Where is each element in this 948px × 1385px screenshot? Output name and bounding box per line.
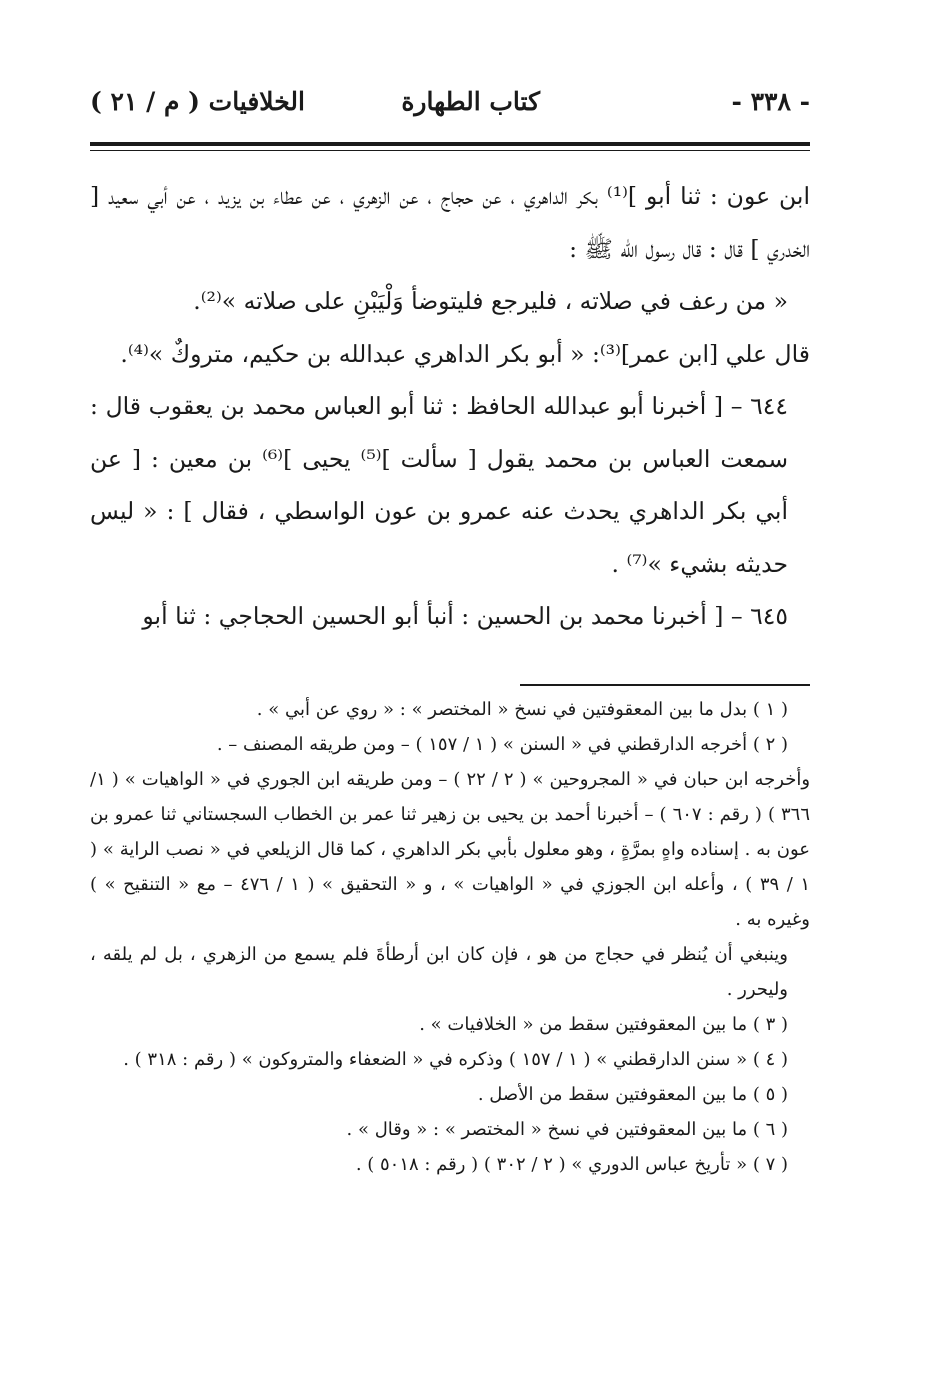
footnote: ( ٥ ) ما بين المعقوفتين سقط من الأصل . <box>477 1084 788 1105</box>
footnote: ( ٦ ) ما بين المعقوفتين في نسخ « المختصر » : « وقال » . <box>346 1119 788 1140</box>
page-number: - ٣٣٨ - <box>731 87 810 116</box>
footnote: ( ٤ ) « سنن الدارقطني » ( ١ / ١٥٧ ) وذكره في « الضعفاء والمتروكون » ( رقم : ٣١٨ ) . <box>123 1049 788 1070</box>
body-paragraph: ٦٤٥ – [ أخبرنا محمد بن الحسين : أنبأ أبو الحسين الحجاجي : ثنا أبو <box>142 602 788 630</box>
header-rule-thin <box>90 150 810 151</box>
body-paragraph: « من رعف في صلاته ، فليرجع فليتوضأ وَلْيَبْنِ على صلاته »⁽²⁾. <box>193 287 788 315</box>
main-text <box>90 170 810 643</box>
body-paragraph: قال علي [ابن عمر]⁽³⁾: « أبو بكر الداهري عبدالله بن حكيم، متروكٌ »⁽⁴⁾. <box>120 339 810 368</box>
footnote: ( ٢ ) أخرجه الدارقطني في « السنن » ( ١ / ١٥٧ ) – ومن طريقه المصنف – . <box>216 734 788 755</box>
book-title: كتاب الطهارة <box>401 87 540 116</box>
footnote-separator <box>520 684 810 686</box>
footnote: ( ٧ ) « تأريخ عباس الدوري » ( ٢ / ٣٠٢ ) ( رقم : ٥٠١٨ ) . <box>355 1154 788 1175</box>
footnote: ( ١ ) بدل ما بين المعقوفتين في نسخ « المختصر » : « روي عن أبي » . <box>256 699 788 720</box>
running-source: الخلافيات ( م / ٢١ ) <box>90 87 305 116</box>
footnote: ( ٣ ) ما بين المعقوفتين سقط من « الخلافيات » . <box>419 1014 788 1035</box>
header-rule-thick <box>90 142 810 146</box>
footnotes <box>90 692 810 1182</box>
page-header <box>90 82 810 122</box>
body-paragraph: ٦٤٤ – [ أخبرنا أبو عبدالله الحافظ : ثنا أبو العباس محمد بن يعقوب قال : سمعت العباس بن محمد يقول [ سألت ]⁽⁵⁾ يحيى ]⁽⁶⁾ بن معين : [ عن أبي بكر الداهري يحدث عنه عمرو بن عون الواسطي ، فقال ] : « ليس حديثه بشيء »⁽⁷⁾ . <box>90 392 789 578</box>
footnote: وينبغي أن يُنظر في حجاج من هو ، فإن كان ابن أرطأةَ فلم يسمع من الزهري ، بل لم يلقه ، وليحرر . <box>90 944 788 1000</box>
body-paragraph: ابن عون : ثنا أبو ]⁽¹⁾ بكر الداهري ، عن حجاج ، عن الزهري ، عن عطاء بن يزيد ، عن أبي سعيد [ الخدري ] قال : قال رسول الله ﷺ : <box>90 182 810 263</box>
footnote: وأخرجه ابن حبان في « المجروحين » ( ٢ / ٢٢ ) – ومن طريقه ابن الجوري في « الواهيات » ( ١/ ٣٦٦ ) ( رقم : ٦٠٧ ) – أخبرنا أحمد بن يحيى بن زهير ثنا عمر بن الخطاب السجستاني ثنا عمرو بن عون به . إسناده واهٍ بمرَّةٍ ، وهو معلول بأبي بكر الداهري ، كما قال الزيلعي في « نصب الراية » ( ١ / ٣٩ ) ، وأعله ابن الجوزي في « الواهيات » ، و « التحقيق » ( ١ / ٤٧٦ – مع « التنقيح » ) وغيره به . <box>90 769 811 930</box>
